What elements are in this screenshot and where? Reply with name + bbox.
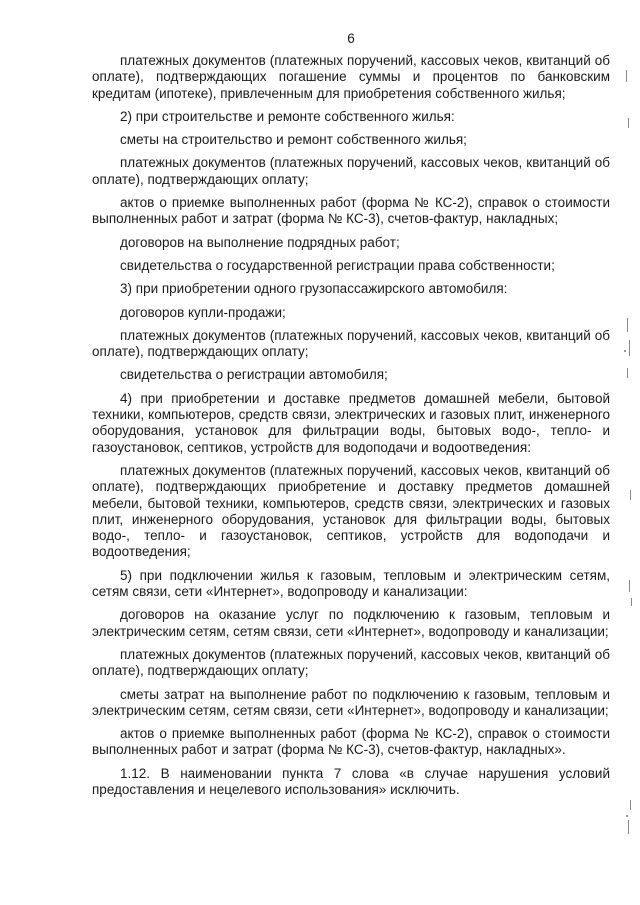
paragraph-construction-heading: 2) при строительстве и ремонте собственного жилья: [120,108,455,124]
paragraph-vehicle-payment-documents: платежных документов (платежных поручений, кассовых чеков, квитанций об оплате), подтверждающих оплату; [92,327,610,360]
scan-artifact [629,580,630,592]
scan-artifact [631,598,632,606]
paragraph-contractor-agreements: договоров на выполнение подрядных работ; [120,234,400,250]
scan-artifact [627,318,628,332]
paragraph-vehicle-heading: 3) при приобретении одного грузопассажирского автомобиля: [120,281,508,297]
scan-artifact [629,340,630,356]
paragraph-construction-acceptance-acts: актов о приемке выполненных работ (форма № КС-2), справок о стоимости выполненных работ и затрат (форма № КС-3), счетов-фактур, накладных; [92,195,610,227]
paragraph-vehicle-registration: свидетельства о регистрации автомобиля; [120,367,388,383]
scan-artifact [628,118,629,128]
scan-artifact [630,490,631,500]
paragraph-purchase-agreements: договоров купли-продажи; [120,304,286,320]
paragraph-utilities-service-contracts: договоров на оказание услуг по подключению к газовым, тепловым и электрическим сетям, сетям связи, сети «Интернет», водопроводу и канализации; [92,607,610,639]
scan-artifact [626,815,628,817]
paragraph-furniture-payment-documents: платежных документов (платежных поручений, кассовых чеков, квитанций об оплате), подтверждающих приобретение и доставку предметов домашней мебели, бытовой техники, компьютеров, средств связи, электрических и газовых плит, инженерного оборудования, установок для фильтрации воды, бытовых водо-, тепло- и газоустановок, септиков, устройств для водоподачи и водоотведения; [92,462,610,560]
paragraph-utilities-cost-estimates: сметы затрат на выполнение работ по подключению к газовым, тепловым и электрическим сетям, сетям связи, сети «Интернет», водопроводу и канализации; [92,686,610,718]
paragraph-furniture-heading: 4) при приобретении и доставке предметов домашней мебели, бытовой техники, компьютеров, средств связи, электрических и газовых плит, инженерного оборудования, установок для фильтрации воды, бытовых водо-, тепло- и газоустановок, септиков, устройств для водоподачи и водоотведения: [92,390,610,455]
page-number: 6 [347,31,355,46]
document-body [92,30,610,805]
paragraph-item-1-12: 1.12. В наименовании пункта 7 слова «в случае нарушения условий предоставления и нецелевого использования» исключить. [92,765,610,797]
paragraph-mortgage-payment-documents: платежных документов (платежных поручений, кассовых чеков, квитанций об оплате), подтверждающих погашение суммы и процентов по банковским кредитам (ипотеке), привлеченным для приобретения собственного жилья; [92,53,610,101]
paragraph-utilities-payment-documents: платежных документов (платежных поручений, кассовых чеков, квитанций об оплате), подтверждающих оплату; [92,646,610,679]
scan-artifact [627,368,628,378]
paragraph-utilities-acceptance-acts: актов о приемке выполненных работ (форма № КС-2), справок о стоимости выполненных работ и затрат (форма № КС-3), счетов-фактур, накладных». [92,726,610,758]
paragraph-construction-estimates: сметы на строительство и ремонт собственного жилья; [120,132,467,148]
paragraph-utilities-heading: 5) при подключении жилья к газовым, тепловым и электрическим сетям, сетям связи, сети «Интернет», водопроводу и канализации: [92,567,610,600]
paragraph-construction-payment-documents: платежных документов (платежных поручений, кассовых чеков, квитанций об оплате), подтверждающих оплату; [92,155,610,187]
scan-artifact [624,350,626,352]
scan-artifact [626,70,627,82]
scan-artifact [628,820,629,834]
paragraph-ownership-certificate: свидетельства о государственной регистрации права собственности; [120,257,555,273]
scan-artifact [630,800,631,810]
